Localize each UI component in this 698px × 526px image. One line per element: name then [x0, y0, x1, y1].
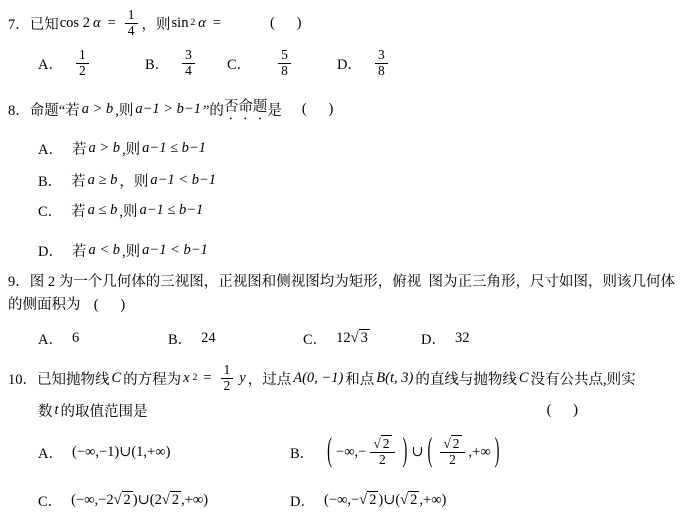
- math-expression: a > b: [88, 139, 121, 156]
- option-label: D．: [38, 243, 63, 260]
- equals-sign: =: [212, 14, 222, 31]
- option-text: ,则: [122, 141, 141, 158]
- math-fraction: [221, 363, 234, 394]
- stem-text: 的方程为: [123, 371, 182, 388]
- fraction-denominator: 2: [379, 451, 386, 467]
- question-10-stem-line2: [38, 399, 690, 421]
- question-9: [8, 271, 690, 351]
- option-label: C．: [227, 57, 252, 73]
- option-text: 若: [71, 243, 87, 260]
- math-fraction: [76, 48, 89, 79]
- option-text: ，则: [119, 173, 149, 190]
- option-label: A．: [38, 445, 63, 462]
- fraction-denominator: 2: [78, 63, 86, 78]
- stem-text: 已知: [29, 16, 59, 33]
- math-expression: a > b: [81, 100, 114, 117]
- option-label: A．: [38, 57, 63, 73]
- math-expression: )∪(: [378, 491, 401, 508]
- math-expression: a−1 ≤ b−1: [142, 139, 206, 156]
- question-8-options: [8, 137, 690, 261]
- question-8: [8, 97, 690, 261]
- math-expression: ,+∞): [419, 491, 447, 508]
- stem-text: 是: [267, 102, 282, 119]
- question-number: 7．: [8, 16, 30, 33]
- answer-blank: ( ): [93, 297, 126, 313]
- question-10-options-row2: [38, 485, 690, 515]
- stem-text: 图 2 为一个几何体的三视图，正视图和侧视图均为矩形，俯视 图为正三角形，尺寸如图，则该几何体的侧面积为: [8, 274, 675, 313]
- question-number: 9．: [8, 274, 30, 290]
- radicand: 2: [452, 435, 460, 451]
- square-root: [114, 492, 133, 509]
- math-variable: α: [198, 14, 206, 31]
- question-10: [8, 359, 690, 515]
- option-b: [168, 328, 303, 349]
- math-expression: a ≤ b: [87, 201, 118, 218]
- math-exponent: 2: [192, 373, 198, 383]
- big-left-paren: (: [427, 432, 433, 470]
- option-b: [145, 48, 227, 79]
- radicand: 2: [369, 491, 377, 508]
- square-root: [359, 492, 378, 509]
- option-c: [38, 199, 690, 221]
- union-symbol: ∪: [411, 443, 424, 460]
- question-9-stem: [8, 271, 682, 317]
- option-c: [38, 490, 290, 511]
- math-fraction: [440, 437, 464, 468]
- answer-blank: ( ): [301, 100, 334, 117]
- option-label: B．: [38, 173, 63, 190]
- option-c: [227, 48, 337, 79]
- option-b: [38, 169, 690, 191]
- fraction-numerator: 5: [278, 48, 291, 64]
- option-a: [38, 442, 290, 463]
- stem-text: 命题“若: [29, 102, 80, 119]
- option-value: 12: [336, 329, 351, 346]
- square-root: [400, 492, 419, 509]
- question-10-stem-line1: [8, 359, 690, 397]
- fraction-denominator: 8: [377, 63, 385, 78]
- equals-sign: =: [107, 14, 116, 31]
- math-expression: a−1 > b−1: [135, 100, 201, 117]
- fraction-numerator: 1: [76, 48, 89, 64]
- question-9-options: [38, 325, 690, 351]
- option-label: D．: [337, 57, 362, 73]
- option-a: [38, 328, 168, 349]
- math-variable: C: [111, 369, 122, 386]
- math-expression: )∪(2: [132, 491, 162, 508]
- option-value: 24: [201, 329, 216, 346]
- option-text: ,则: [119, 203, 138, 220]
- math-variable: y: [239, 369, 246, 386]
- fraction-denominator: 8: [281, 63, 288, 78]
- math-variable: C: [518, 369, 529, 386]
- option-label: D．: [290, 493, 315, 510]
- option-d: [337, 48, 392, 79]
- big-right-paren: ): [402, 432, 408, 470]
- question-8-stem: [8, 97, 690, 121]
- math-function: cos 2: [59, 14, 90, 31]
- math-expression: (−∞,−2: [71, 491, 114, 508]
- math-expression: a−1 < b−1: [150, 171, 216, 188]
- answer-blank: ( ): [270, 14, 302, 31]
- math-expression: (−∞,−1)∪(1,+∞): [71, 443, 171, 460]
- option-label: C．: [38, 493, 63, 510]
- option-label: D．: [421, 331, 446, 348]
- stem-text: 数: [38, 403, 53, 420]
- option-text: ,则: [122, 243, 141, 260]
- answer-blank: ( ): [546, 401, 578, 418]
- math-expression: a−1 ≤ b−1: [139, 201, 204, 218]
- stem-text: 和点: [345, 371, 375, 388]
- stem-text: 的取值范围是: [60, 403, 148, 420]
- option-a: [38, 48, 145, 79]
- question-7-stem: [8, 3, 690, 43]
- stem-text: ”的: [202, 102, 224, 119]
- option-label: B．: [290, 445, 315, 462]
- fraction-denominator: 2: [223, 377, 231, 393]
- fraction-denominator: 4: [185, 63, 192, 78]
- math-variable: t: [54, 401, 59, 418]
- stem-text: ，过点: [247, 371, 292, 388]
- question-7: [8, 3, 690, 82]
- math-variable: α: [92, 14, 101, 31]
- big-left-paren: (: [327, 432, 333, 470]
- math-fraction: [125, 8, 138, 39]
- fraction-numerator: 1: [125, 8, 138, 24]
- option-value: 6: [71, 329, 80, 346]
- square-root: [443, 435, 461, 451]
- square-root: [351, 330, 370, 347]
- fraction-denominator: 2: [449, 451, 456, 467]
- math-fraction: [182, 48, 195, 79]
- equals-sign: =: [203, 369, 212, 386]
- big-right-paren: ): [494, 432, 500, 470]
- option-value: 32: [454, 329, 470, 346]
- question-number: 10．: [8, 371, 37, 388]
- option-a: [38, 137, 690, 159]
- option-label: A．: [38, 141, 63, 158]
- stem-text: 的直线与抛物线: [415, 371, 517, 388]
- option-text: 若: [71, 141, 87, 158]
- option-label: C．: [303, 331, 328, 348]
- question-number: 8．: [8, 102, 30, 119]
- math-fraction: [370, 437, 394, 468]
- emphasized-text: 否命题: [223, 99, 268, 115]
- option-d: [421, 328, 469, 349]
- question-7-options: [38, 45, 690, 82]
- math-expression: −∞,−: [336, 443, 367, 460]
- option-d: [38, 239, 690, 261]
- stem-text: ，则: [141, 16, 171, 33]
- math-expression: ,+∞): [181, 491, 209, 508]
- fraction-denominator: 4: [127, 22, 135, 38]
- math-expression: a < b: [88, 241, 121, 258]
- square-root: [373, 435, 391, 451]
- radicand: 2: [171, 491, 180, 508]
- math-fraction: [375, 48, 388, 79]
- option-label: A．: [38, 331, 63, 348]
- stem-text: ,则: [115, 102, 134, 119]
- math-point: B(t, 3): [376, 369, 414, 386]
- math-expression: a ≥ b: [87, 171, 118, 188]
- radicand: 2: [410, 491, 418, 508]
- stem-text: 没有公共点,则实: [530, 371, 636, 388]
- radicand: 2: [382, 435, 390, 451]
- option-label: B．: [145, 57, 170, 73]
- square-root: [162, 492, 181, 509]
- math-point: A(0, −1): [293, 369, 344, 386]
- question-10-options-row1: [38, 426, 690, 478]
- fraction-numerator: [440, 437, 464, 453]
- radicand: 2: [123, 491, 131, 508]
- math-expression: a−1 < b−1: [142, 241, 208, 258]
- math-exponent: 2: [190, 18, 196, 28]
- option-c: [303, 328, 421, 349]
- option-label: B．: [168, 331, 193, 348]
- stem-text: 已知抛物线: [37, 371, 110, 388]
- fraction-numerator: 3: [375, 48, 388, 64]
- option-d: [290, 490, 446, 511]
- math-variable: x: [183, 369, 190, 386]
- fraction-numerator: 3: [182, 48, 195, 64]
- option-b: [290, 432, 504, 470]
- radicand: 3: [360, 329, 368, 346]
- fraction-numerator: [370, 437, 394, 453]
- option-text: 若: [71, 203, 86, 220]
- math-expression: ,+∞: [468, 443, 491, 460]
- fraction-numerator: 1: [221, 363, 234, 379]
- math-expression: (−∞,−: [323, 491, 360, 508]
- math-fraction: [278, 48, 291, 79]
- option-text: 若: [71, 173, 86, 190]
- math-function: sin: [171, 14, 189, 31]
- option-label: C．: [38, 203, 63, 220]
